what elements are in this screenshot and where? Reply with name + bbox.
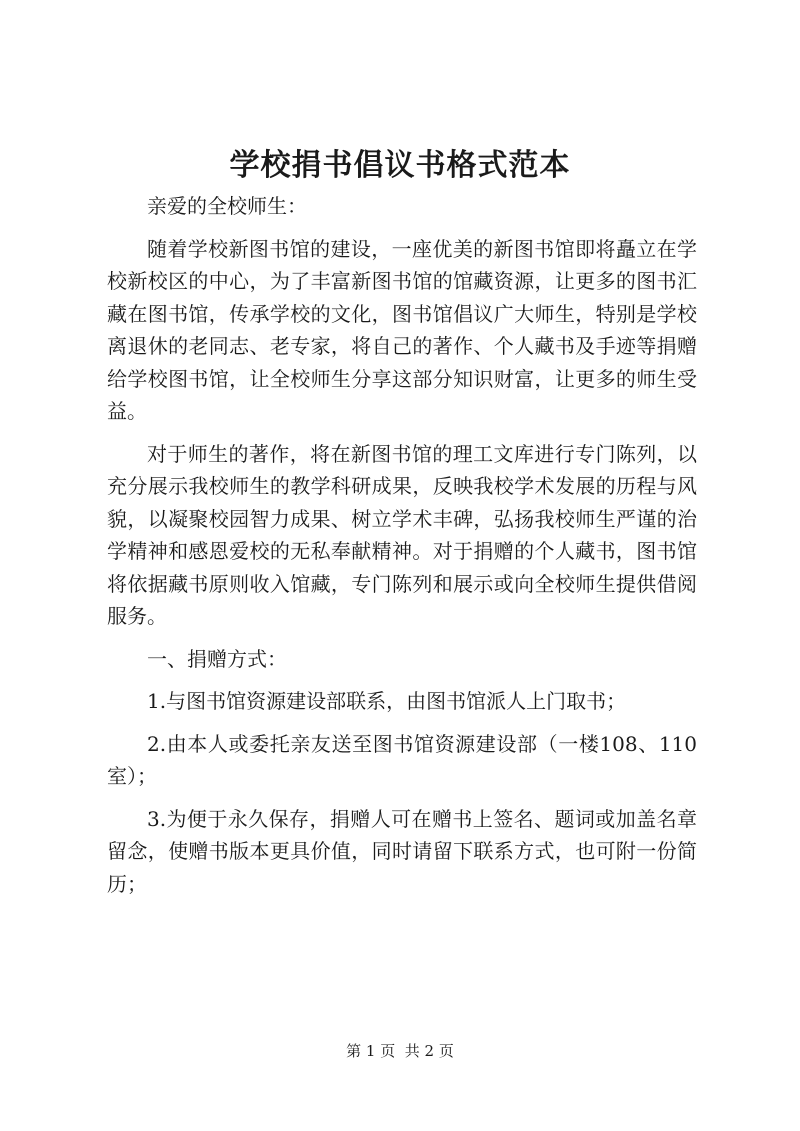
page-footer	[0, 1040, 800, 1061]
section-heading-donation-method: 一、捐赠方式：	[147, 646, 287, 671]
list-item-1: 1.与图书馆资源建设部联系，由图书馆派人上门取书；	[147, 689, 627, 713]
list-item-3: 3.为便于永久保存，捐赠人可在赠书上签名、题词或加盖名章留念，使赠书版本更具价值，同时请留下联系方式，也可附一份简历；	[107, 806, 697, 896]
paragraph-intro: 随着学校新图书馆的建设，一座优美的新图书馆即将矗立在学校新校区的中心，为了丰富新图书馆的馆藏资源，让更多的图书汇藏在图书馆，传承学校的文化，图书馆倡议广大师生，特别是学校离退休的老同志、老专家，将自己的著作、个人藏书及手迹等捐赠给学校图书馆，让全校师生分享这部分知识财富，让更多的师生受益。	[107, 236, 697, 423]
document-title: 学校捐书倡议书格式范本	[229, 148, 571, 183]
salutation: 亲爱的全校师生：	[147, 194, 307, 218]
list-item-2: 2.由本人或委托亲友送至图书馆资源建设部（一楼108、110室）；	[107, 731, 697, 788]
page-number-label: 第 1 页 共 2 页	[346, 1042, 454, 1060]
paragraph-display: 对于师生的著作，将在新图书馆的理工文库进行专门陈列，以充分展示我校师生的教学科研成果，反映我校学术发展的历程与风貌，以凝聚校园智力成果、树立学术丰碑，弘扬我校师生严谨的治学精神和感恩爱校的无私奉献精神。对于捐赠的个人藏书，图书馆将依据藏书原则收入馆藏，专门陈列和展示或向全校师生提供借阅服务。	[107, 441, 697, 628]
document-body	[107, 190, 697, 910]
